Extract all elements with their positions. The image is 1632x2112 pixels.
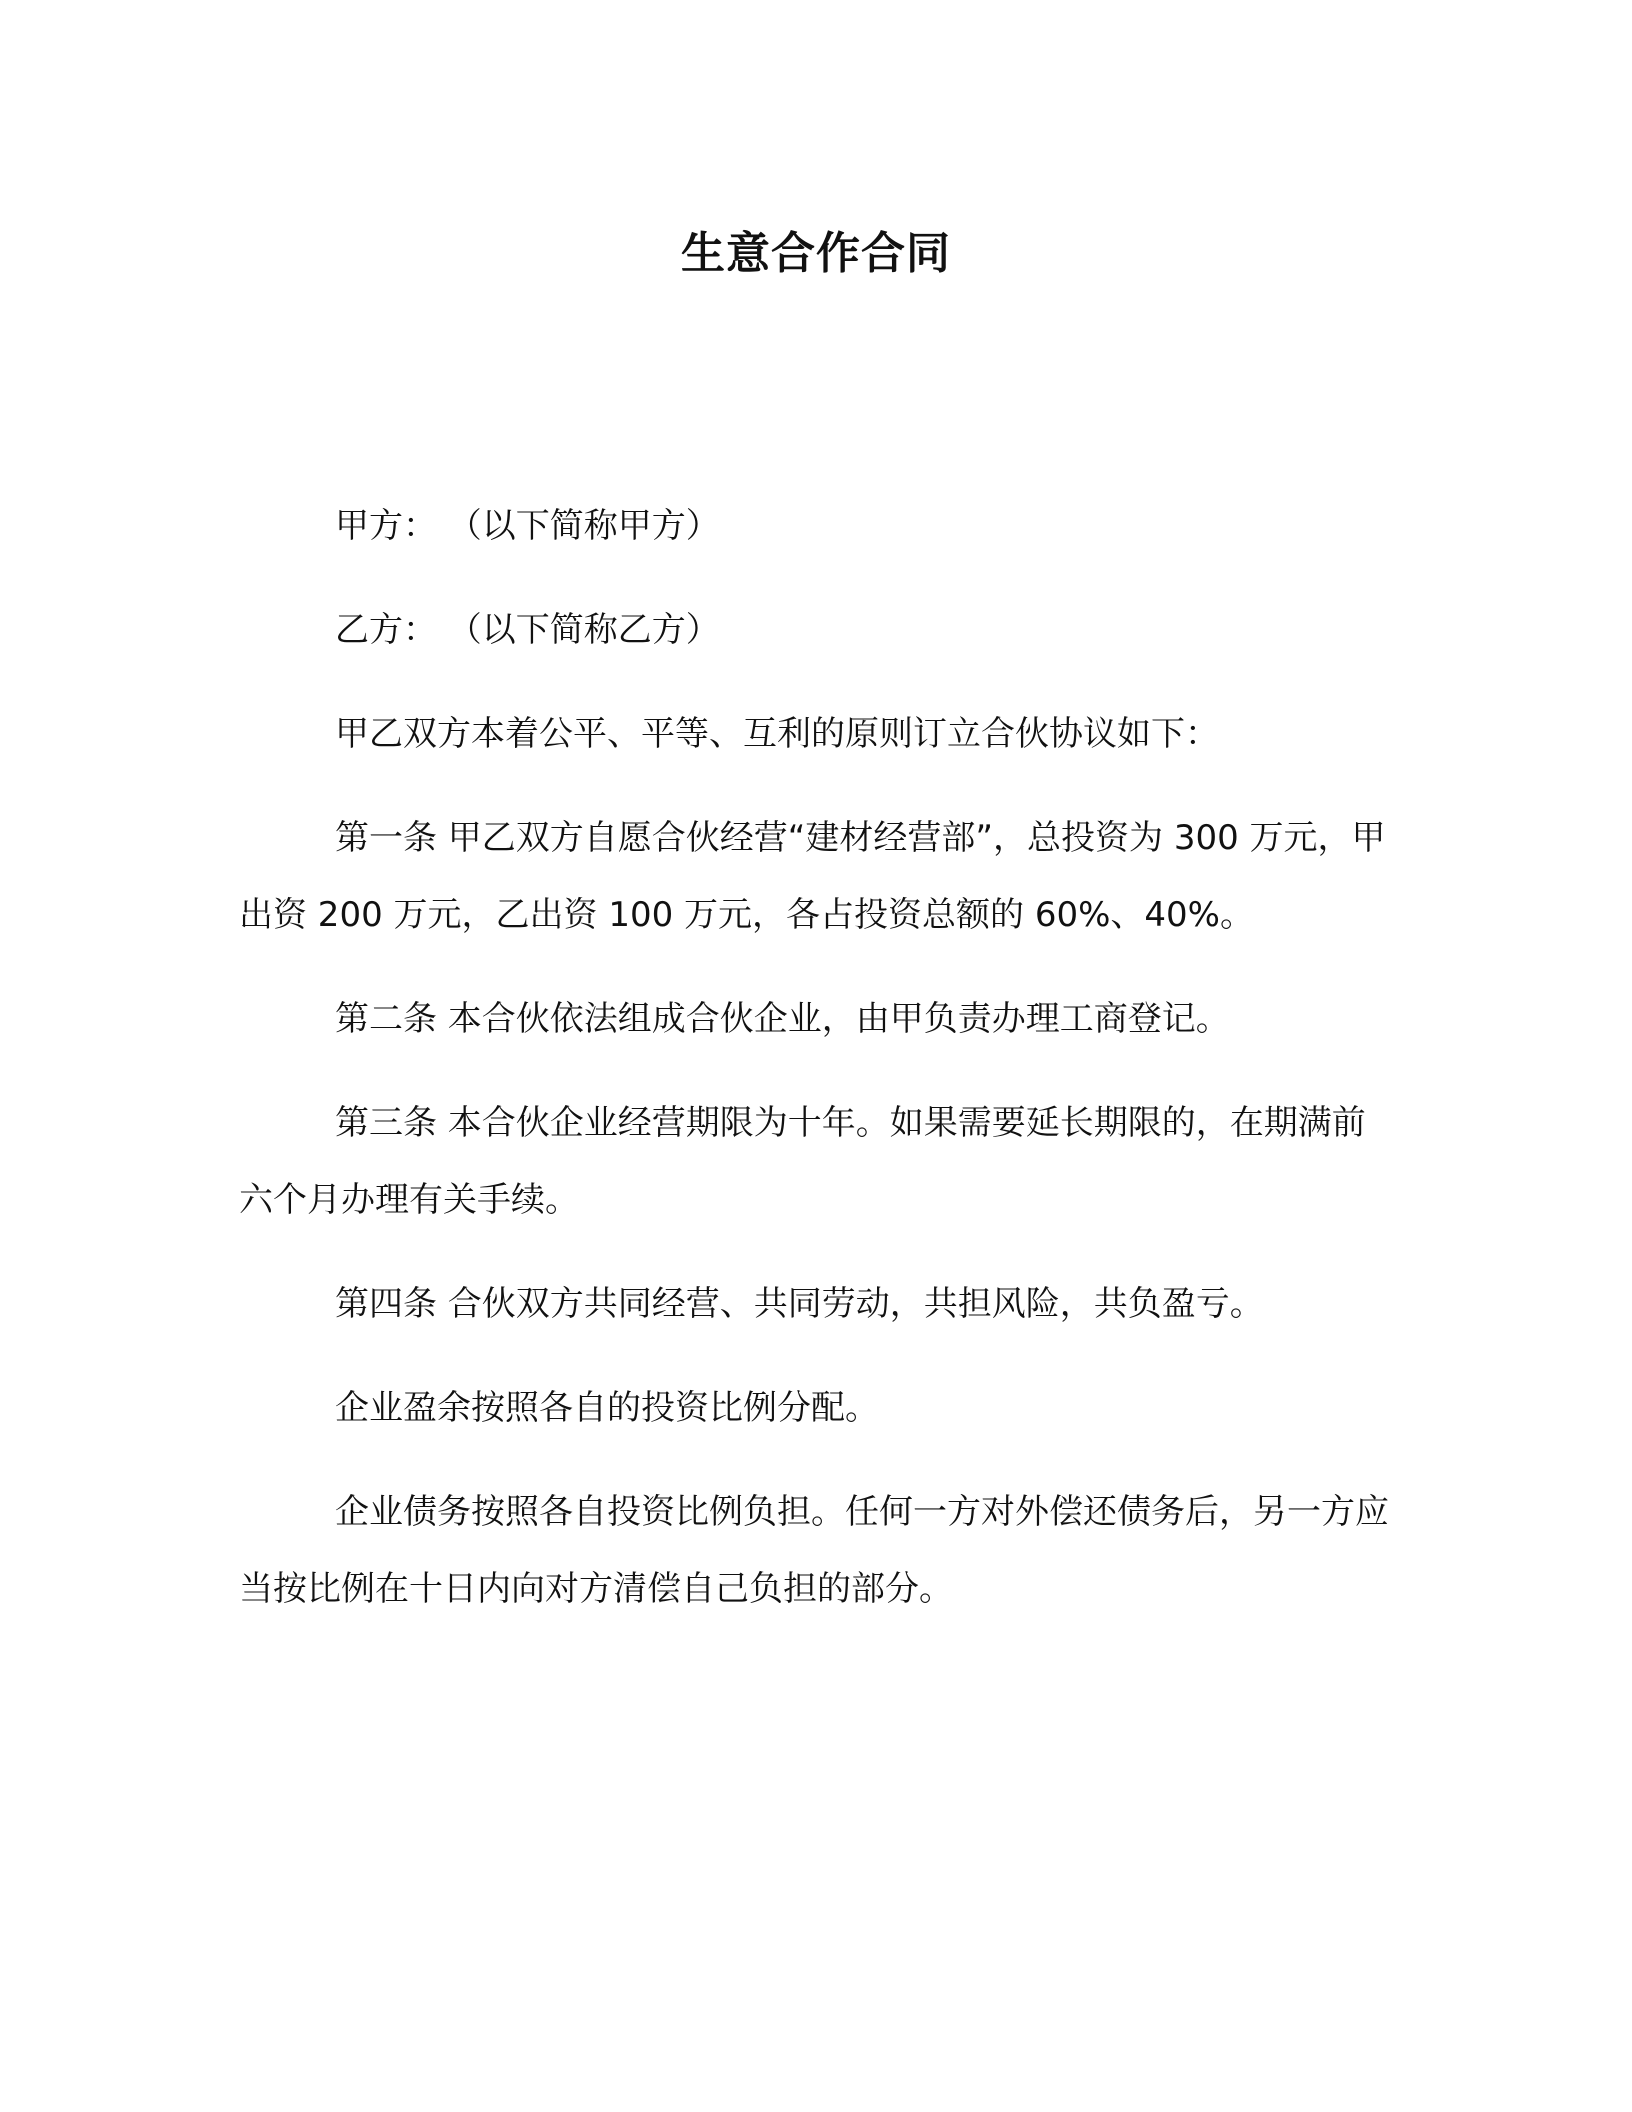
article-4: 第四条 合伙双方共同经营、共同劳动，共担风险，共负盈亏。 <box>335 1284 1264 1324</box>
article-2: 第二条 本合伙依法组成合伙企业，由甲负责办理工商登记。 <box>335 999 1230 1039</box>
agreement-intro: 甲乙双方本着公平、平等、互利的原则订立合伙协议如下： <box>335 714 1219 754</box>
debt-liability: 企业债务按照各自投资比例负担。任何一方对外偿还债务后，另一方应当按比例在十日内向对方清偿自己负担的部分。 <box>239 1492 1389 1609</box>
article-3: 第三条 本合伙企业经营期限为十年。如果需要延长期限的，在期满前六个月办理有关手续。 <box>239 1103 1366 1220</box>
document-title: 生意合作合同 <box>681 228 951 279</box>
profit-distribution: 企业盈余按照各自的投资比例分配。 <box>335 1388 879 1428</box>
party-a-line: 甲方： （以下简称甲方） <box>335 506 720 546</box>
document-body <box>239 488 1389 1655</box>
article-1: 第一条 甲乙双方自愿合伙经营“建材经营部”，总投资为 300 万元，甲出资 200 万元，乙出资 100 万元，各占投资总额的 60%、40%。 <box>239 818 1386 935</box>
party-b-line: 乙方： （以下简称乙方） <box>335 610 720 650</box>
